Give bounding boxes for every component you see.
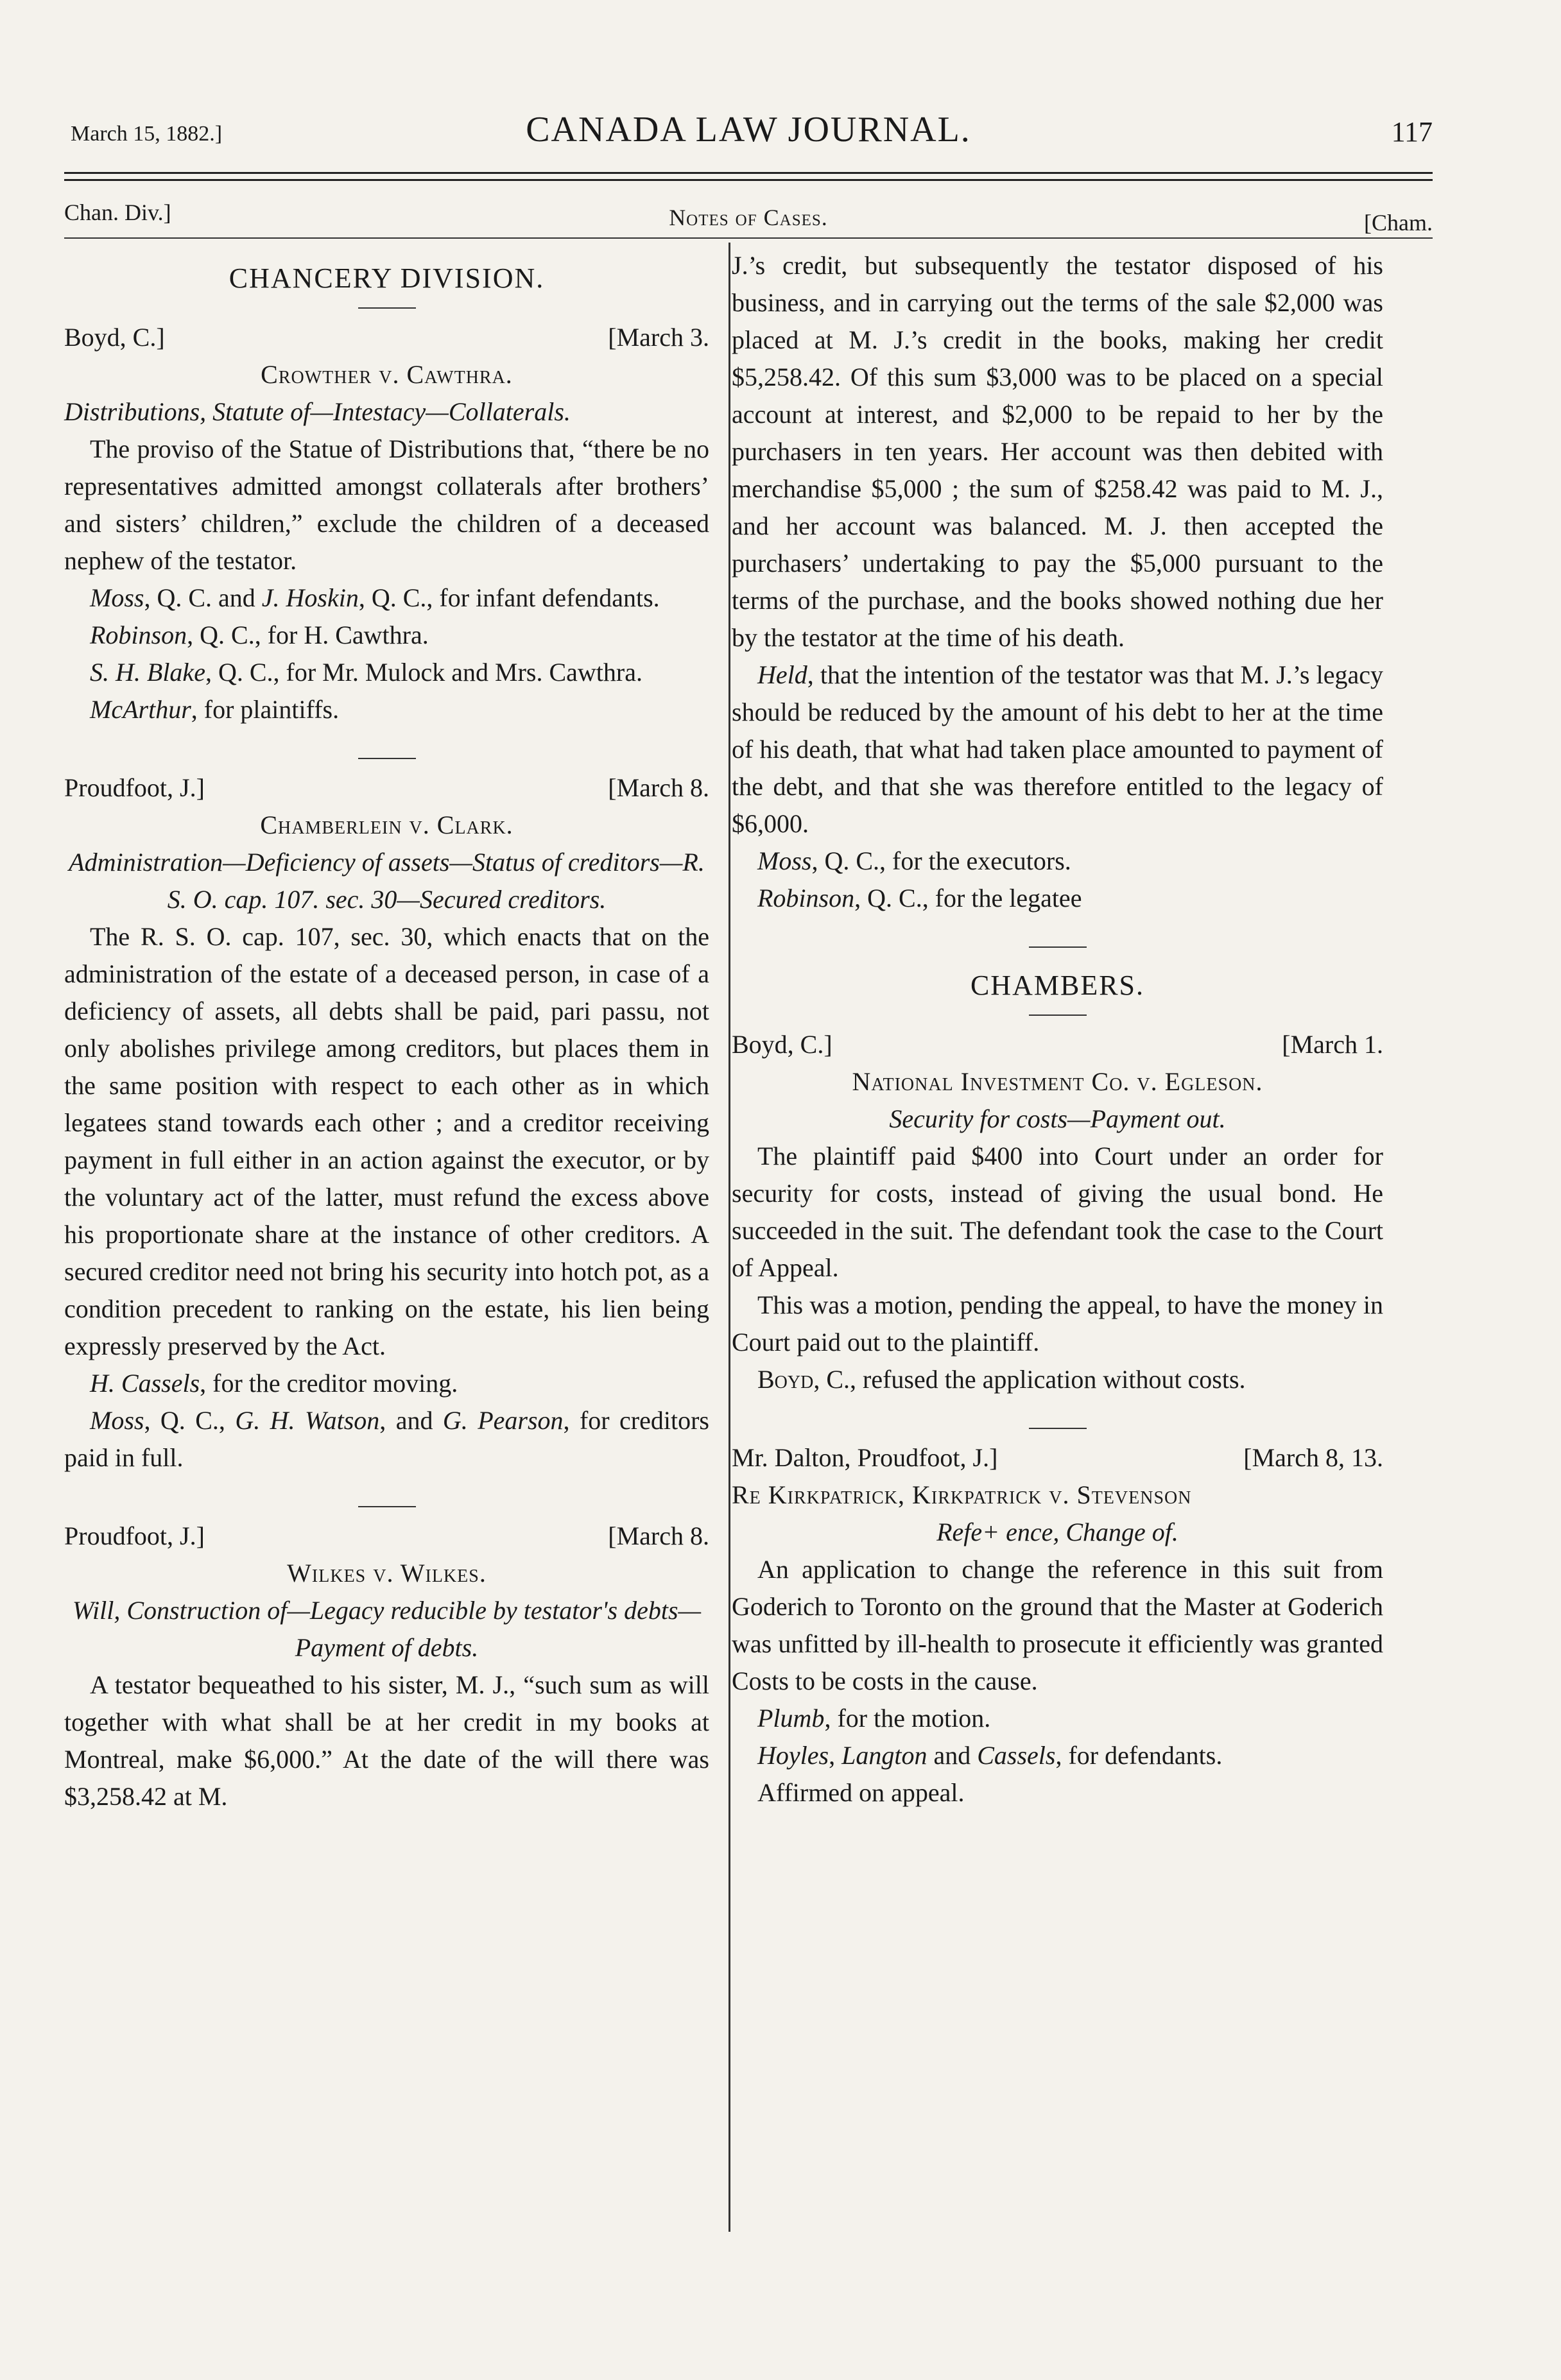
case-chamberlein	[64, 769, 709, 1477]
counsel-name: J. Hoskin	[261, 583, 359, 612]
counsel-line	[64, 691, 709, 728]
counsel-name: Robinson	[757, 884, 855, 912]
divider	[1029, 1428, 1087, 1429]
column-divider	[729, 243, 730, 2232]
holding-text: , that the intention of the testator was that M. J.’s legacy should be reduced by the amount of his debt to her at the time of his death, that what had taken place amounted to payment of the debt, and that she was therefore entitled to the legacy of $6,000.	[732, 660, 1383, 838]
divider	[358, 307, 416, 309]
judge: Boyd, C.]	[732, 1030, 832, 1059]
counsel-text: , and	[379, 1406, 443, 1435]
divider	[358, 758, 416, 759]
case-national-investment	[732, 1026, 1383, 1398]
holding	[732, 656, 1383, 843]
counsel-text: , Q. C., for H. Cawthra.	[187, 621, 429, 649]
counsel-name: S. H. Blake	[90, 658, 205, 687]
headnote: Security for costs—Payment out.	[889, 1104, 1226, 1133]
section-head	[64, 193, 1433, 235]
case-title: National Investment Co. v. Egleson.	[852, 1067, 1263, 1096]
counsel-text: , Q. C., for the legatee	[854, 884, 1082, 912]
judge-name: Boyd, C.	[757, 1365, 850, 1394]
case-date: [March 3.	[608, 323, 709, 352]
judge-line	[732, 1026, 1383, 1063]
page-number: 117	[1391, 116, 1433, 148]
right-column	[732, 247, 1383, 1811]
case-body: This was a motion, pending the appeal, to have the money in Court paid out to the plaintiff.	[732, 1290, 1383, 1357]
headnote: Refe+ ence, Change of.	[936, 1518, 1178, 1546]
counsel-name: Robinson	[90, 621, 187, 649]
counsel-line	[64, 654, 709, 691]
counsel-line	[732, 880, 1383, 917]
counsel-text: , Q. C.,	[144, 1406, 236, 1435]
left-column	[64, 247, 709, 1815]
counsel-name: G. Pearson	[442, 1406, 564, 1435]
counsel-text: , for the motion.	[824, 1704, 991, 1733]
journal-title: CANADA LAW JOURNAL.	[526, 110, 971, 150]
case-wilkes	[64, 1518, 709, 1815]
counsel-line	[732, 843, 1383, 880]
counsel-name: Langton	[841, 1741, 927, 1770]
divider	[1029, 946, 1087, 948]
counsel-text: , for the creditor moving.	[200, 1369, 458, 1398]
judge-line	[64, 319, 709, 356]
case-title: Crowther v. Cawthra.	[261, 360, 513, 389]
counsel-name: Plumb	[757, 1704, 825, 1733]
case-body: The plaintiff paid $400 into Court under an order for security for costs, instead of giving the usual bond. He succeeded in the suit. The defendant took the case to the Court of Appeal.	[732, 1142, 1383, 1282]
judge: Proudfoot, J.]	[64, 773, 205, 802]
case-date: [March 8, 13.	[1243, 1443, 1383, 1472]
header-thin-rule	[64, 237, 1433, 239]
case-body: An application to change the reference in this suit from Goderich to Toronto on the ground that the Master at Goderich was unfitted by ill-health to prosecute it efficiently was granted Costs to be costs in the cause.	[732, 1555, 1383, 1695]
counsel-line	[64, 1365, 709, 1402]
counsel-text: , Q. C., for infant defendants.	[358, 583, 660, 612]
counsel-text: and	[927, 1741, 978, 1770]
counsel-name: H. Cassels	[90, 1369, 200, 1398]
headnote: Will, Construction of—Legacy reducible by testator's debts—Payment of debts.	[72, 1596, 702, 1662]
counsel-line	[64, 1402, 709, 1477]
running-head	[64, 109, 1433, 160]
divider	[1029, 1014, 1087, 1016]
case-title: Chamberlein v. Clark.	[260, 810, 513, 839]
counsel-name: Moss	[90, 1406, 144, 1435]
case-title: Re Kirkpatrick, Kirkpatrick v. Stevenson	[732, 1480, 1192, 1509]
counsel-text: ,	[829, 1741, 842, 1770]
case-kirkpatrick	[732, 1439, 1383, 1811]
headnote: Distributions, Statute of—Intestacy—Collaterals.	[64, 397, 571, 426]
counsel-name: Moss	[757, 846, 812, 875]
divider	[358, 1506, 416, 1507]
chambers-heading: CHAMBERS.	[970, 970, 1145, 1001]
counsel-name: McArthur	[90, 695, 191, 724]
judge-line	[64, 769, 709, 807]
notes-of-cases-label: Notes of Cases.	[669, 205, 828, 230]
case-date: [March 8.	[608, 773, 709, 802]
case-body: A testator bequeathed to his sister, M. J., “such sum as will together with what shall be at her credit in my books at Montreal, make $6,000.” At the date of the will there was $3,258.42 at M.	[64, 1670, 709, 1811]
counsel-text: , for defendants.	[1055, 1741, 1223, 1770]
counsel-name: G. H. Watson	[235, 1406, 380, 1435]
ruling-text: , refused the application without costs.	[850, 1365, 1246, 1394]
affirmed-note: Affirmed on appeal.	[757, 1778, 965, 1807]
counsel-line	[732, 1737, 1383, 1774]
judge-line	[64, 1518, 709, 1555]
issue-date: March 15, 1882.]	[71, 122, 223, 146]
counsel-text: , Q. C. and	[144, 583, 262, 612]
case-body: The R. S. O. cap. 107, sec. 30, which enacts that on the administration of the estate of a deceased person, in case of a deficiency of assets, all debts shall be paid, pari passu, not only abolishes privilege among creditors, but places them in the same position with respect to each other as in which legatees stand towards each other ; and a creditor receiving payment in full either in an action against the executor, or by the voluntary act of the latter, must refund the excess above his proportionate share at the instance of other creditors. A secured creditor need not bring his security into hotch pot, as a condition precedent to ranking on the estate, his lien being expressly preserved by the Act.	[64, 922, 709, 1360]
counsel-text: , for creditors paid in full.	[64, 1406, 709, 1472]
judge: Proudfoot, J.]	[64, 1521, 205, 1550]
case-date: [March 8.	[608, 1521, 709, 1550]
judge: Mr. Dalton, Proudfoot, J.]	[732, 1443, 998, 1472]
counsel-name: Hoyles	[757, 1741, 829, 1770]
case-body: The proviso of the Statue of Distributions that, “there be no representatives admitted amongst collaterals after brothers’ and sisters’ children,” exclude the children of a deceased nephew of the testator.	[64, 434, 709, 575]
counsel-text: , for plaintiffs.	[191, 695, 340, 724]
left-section-label: Chan. Div.]	[64, 200, 171, 225]
case-date: [March 1.	[1282, 1030, 1383, 1059]
counsel-name: Cassels	[977, 1741, 1056, 1770]
held-label: Held	[757, 660, 807, 689]
counsel-line	[64, 579, 709, 617]
counsel-line	[732, 1700, 1383, 1737]
counsel-name: Moss	[90, 583, 144, 612]
chancery-division-heading: CHANCERY DIVISION.	[229, 262, 545, 294]
headnote: Administration—Deficiency of assets—Status of creditors—R. S. O. cap. 107. sec. 30—Secured creditors.	[69, 848, 705, 914]
case-crowther	[64, 319, 709, 728]
counsel-line	[64, 617, 709, 654]
case-title: Wilkes v. Wilkes.	[287, 1559, 487, 1588]
counsel-text: , Q. C., for the executors.	[811, 846, 1071, 875]
case-body-continued: J.’s credit, but subsequently the testator disposed of his business, and in carrying out the terms of the sale $2,000 was placed at M. J.’s credit in the books, making her credit $5,258.42. Of this sum $3,000 was to be placed on a special account at interest, and $2,000 to be repaid to her by the purchasers in ten years. Her account was then debited with merchandise $5,000 ; the sum of $258.42 was paid to M. J., and her account was balanced. M. J. then accepted the purchasers’ undertaking to pay the $5,000 pursuant to the terms of the purchase, and the books showed nothing due her by the testator at the time of his death.	[732, 251, 1383, 652]
case-ruling	[732, 1361, 1383, 1398]
judge-line	[732, 1439, 1383, 1477]
judge: Boyd, C.]	[64, 323, 165, 352]
header-double-rule	[64, 172, 1433, 181]
counsel-text: , Q. C., for Mr. Mulock and Mrs. Cawthra.	[205, 658, 643, 687]
right-section-label: [Cham.	[1364, 210, 1433, 235]
